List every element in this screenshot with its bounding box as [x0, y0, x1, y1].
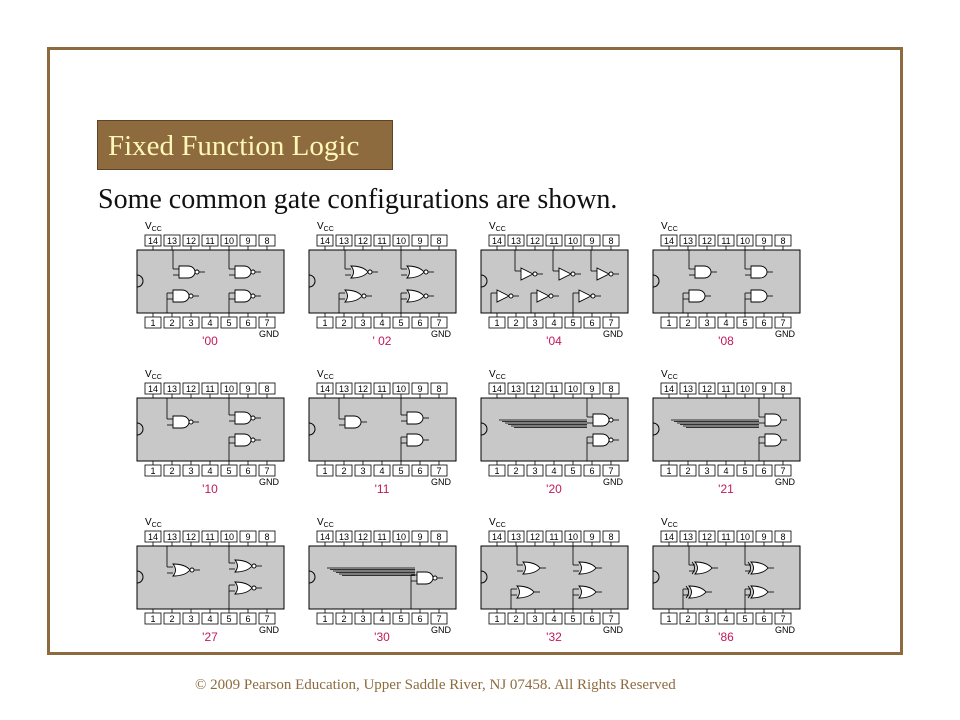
pin-number: 1 [666, 466, 672, 476]
pin-number: 12 [185, 532, 197, 542]
ic-chip-2 [309, 221, 456, 348]
pin-number: 7 [780, 614, 786, 624]
pin-number: 10 [567, 532, 579, 542]
chip-body [653, 398, 800, 461]
ic-chip-4 [653, 221, 800, 348]
pin-number: 11 [549, 384, 559, 394]
pin-number: 10 [739, 236, 751, 246]
pin-number: 13 [682, 384, 694, 394]
pin-number: 5 [570, 614, 576, 624]
pin-number: 14 [663, 236, 675, 246]
logic-gate-icon [407, 434, 423, 446]
pin-number: 6 [245, 614, 251, 624]
pin-number: 8 [608, 532, 614, 542]
part-number-label: '08 [718, 334, 734, 348]
pin-number: 7 [608, 466, 614, 476]
pin-number: 12 [357, 384, 369, 394]
pin-number: 14 [147, 384, 159, 394]
pin-number: 4 [723, 318, 729, 328]
pin-number: 4 [723, 614, 729, 624]
pin-number: 9 [417, 532, 423, 542]
pin-number: 12 [185, 236, 197, 246]
pin-number: 5 [742, 318, 748, 328]
chip-body [481, 398, 628, 461]
pin-number: 1 [322, 614, 328, 624]
pin-number: 2 [341, 318, 347, 328]
pin-number: 13 [166, 532, 178, 542]
pin-number: 9 [589, 532, 595, 542]
pin-number: 12 [185, 384, 197, 394]
pin-number: 8 [436, 532, 442, 542]
pin-number: 5 [742, 466, 748, 476]
pin-number: 12 [529, 236, 541, 246]
pin-number: 1 [494, 466, 500, 476]
vcc-label: $V_{CC}$ [145, 221, 162, 233]
pin-number: 7 [436, 318, 442, 328]
pin-number: 1 [150, 318, 156, 328]
gnd-label: GND [603, 477, 623, 487]
ic-chip-5 [137, 369, 284, 496]
pin-number: 7 [264, 466, 270, 476]
part-number-label: '20 [546, 482, 562, 496]
logic-gate-icon [751, 266, 767, 278]
pin-number: 1 [150, 466, 156, 476]
pin-number: 10 [739, 384, 751, 394]
pin-number: 7 [436, 466, 442, 476]
pin-number: 5 [398, 466, 404, 476]
pin-number: 11 [377, 384, 387, 394]
part-number-label: '04 [546, 334, 562, 348]
gnd-label: GND [603, 329, 623, 339]
pin-number: 3 [188, 318, 194, 328]
pin-number: 8 [608, 236, 614, 246]
gnd-label: GND [431, 329, 451, 339]
ic-chip-1 [137, 221, 284, 348]
pin-number: 4 [551, 614, 557, 624]
pin-number: 7 [608, 614, 614, 624]
pin-number: 4 [379, 466, 385, 476]
vcc-label: $V_{CC}$ [145, 369, 162, 381]
gnd-label: GND [259, 329, 279, 339]
gnd-label: GND [603, 625, 623, 635]
vcc-label: $V_{CC}$ [317, 517, 334, 529]
pin-number: 9 [589, 236, 595, 246]
pin-number: 3 [704, 318, 710, 328]
pin-number: 10 [223, 532, 235, 542]
chip-body [481, 250, 628, 313]
pin-number: 3 [532, 614, 538, 624]
pin-number: 11 [721, 532, 731, 542]
chip-body [137, 546, 284, 609]
vcc-label: $V_{CC}$ [317, 369, 334, 381]
pin-number: 8 [264, 236, 270, 246]
pin-number: 2 [341, 466, 347, 476]
gnd-label: GND [431, 625, 451, 635]
gnd-label: GND [431, 477, 451, 487]
pin-number: 8 [264, 384, 270, 394]
pin-number: 12 [357, 532, 369, 542]
pin-number: 3 [360, 318, 366, 328]
gnd-label: GND [775, 329, 795, 339]
pin-number: 3 [360, 466, 366, 476]
ic-chip-7 [481, 369, 628, 496]
logic-gate-icon [765, 434, 781, 446]
pin-number: 11 [377, 532, 387, 542]
pin-number: 3 [188, 466, 194, 476]
pin-number: 14 [663, 384, 675, 394]
chip-body [309, 250, 456, 313]
pin-number: 14 [319, 532, 331, 542]
pin-number: 9 [761, 236, 767, 246]
pin-number: 7 [780, 318, 786, 328]
pin-number: 9 [761, 384, 767, 394]
vcc-label: $V_{CC}$ [317, 221, 334, 233]
pin-number: 7 [264, 318, 270, 328]
part-number-label: '10 [202, 482, 218, 496]
pin-number: 5 [398, 614, 404, 624]
pin-number: 13 [510, 532, 522, 542]
pin-number: 3 [532, 466, 538, 476]
pin-number: 3 [532, 318, 538, 328]
pin-number: 14 [147, 236, 159, 246]
pin-number: 4 [379, 614, 385, 624]
chip-body [653, 250, 800, 313]
pin-number: 5 [570, 318, 576, 328]
part-number-label: ' 02 [372, 334, 392, 348]
pin-number: 10 [567, 236, 579, 246]
part-number-label: '00 [202, 334, 218, 348]
pin-number: 6 [589, 614, 595, 624]
gnd-label: GND [259, 625, 279, 635]
chip-body [481, 546, 628, 609]
pin-number: 5 [226, 614, 232, 624]
pin-number: 11 [377, 236, 387, 246]
pin-number: 3 [188, 614, 194, 624]
pin-number: 13 [682, 236, 694, 246]
pin-number: 13 [510, 236, 522, 246]
pin-number: 13 [166, 384, 178, 394]
pin-number: 8 [780, 384, 786, 394]
pin-number: 12 [701, 532, 713, 542]
pin-number: 2 [513, 318, 519, 328]
gnd-label: GND [775, 477, 795, 487]
pin-number: 7 [436, 614, 442, 624]
pin-number: 11 [205, 236, 215, 246]
pin-number: 9 [245, 384, 251, 394]
pin-number: 6 [589, 466, 595, 476]
part-number-label: '27 [202, 630, 218, 644]
pin-number: 9 [245, 236, 251, 246]
vcc-label: $V_{CC}$ [489, 517, 506, 529]
pin-number: 14 [147, 532, 159, 542]
pin-number: 14 [491, 384, 503, 394]
chip-body [309, 398, 456, 461]
pin-number: 1 [150, 614, 156, 624]
ic-chip-9 [137, 517, 284, 644]
pin-number: 6 [761, 466, 767, 476]
pin-number: 7 [608, 318, 614, 328]
pin-number: 14 [663, 532, 675, 542]
pin-number: 2 [513, 466, 519, 476]
pin-number: 11 [549, 532, 559, 542]
pin-number: 13 [338, 384, 350, 394]
pin-number: 14 [319, 236, 331, 246]
pin-number: 11 [205, 384, 215, 394]
pin-number: 1 [322, 318, 328, 328]
logic-gate-icon [751, 290, 767, 302]
pin-number: 2 [169, 466, 175, 476]
pin-number: 6 [589, 318, 595, 328]
pin-number: 11 [721, 236, 731, 246]
pin-number: 10 [223, 384, 235, 394]
vcc-label: $V_{CC}$ [145, 517, 162, 529]
logic-gate-icon [695, 266, 711, 278]
pin-number: 6 [417, 318, 423, 328]
pin-number: 13 [510, 384, 522, 394]
vcc-label: $V_{CC}$ [661, 221, 678, 233]
ic-chip-12 [653, 517, 800, 644]
pin-number: 6 [761, 614, 767, 624]
pin-number: 12 [529, 384, 541, 394]
pin-number: 14 [319, 384, 331, 394]
pin-number: 1 [494, 614, 500, 624]
vcc-label: $V_{CC}$ [661, 369, 678, 381]
pin-number: 2 [513, 614, 519, 624]
pin-number: 8 [608, 384, 614, 394]
pin-number: 5 [742, 614, 748, 624]
pin-number: 10 [395, 384, 407, 394]
pin-number: 8 [436, 384, 442, 394]
pin-number: 6 [417, 614, 423, 624]
logic-gate-icon [765, 414, 781, 426]
pin-number: 1 [666, 318, 672, 328]
pin-number: 12 [701, 384, 713, 394]
pin-number: 9 [245, 532, 251, 542]
chip-body [137, 398, 284, 461]
pin-number: 10 [395, 532, 407, 542]
pin-number: 7 [264, 614, 270, 624]
pin-number: 10 [739, 532, 751, 542]
ic-chip-10 [309, 517, 456, 644]
pin-number: 14 [491, 236, 503, 246]
pin-number: 8 [264, 532, 270, 542]
pin-number: 2 [685, 318, 691, 328]
pin-number: 5 [570, 466, 576, 476]
pin-number: 6 [761, 318, 767, 328]
pin-number: 13 [682, 532, 694, 542]
pin-number: 14 [491, 532, 503, 542]
pin-number: 6 [245, 466, 251, 476]
pin-number: 12 [357, 236, 369, 246]
chip-body [653, 546, 800, 609]
part-number-label: '32 [546, 630, 562, 644]
pin-number: 5 [398, 318, 404, 328]
pin-number: 11 [721, 384, 731, 394]
pin-number: 1 [666, 614, 672, 624]
pin-number: 3 [704, 466, 710, 476]
pin-number: 12 [529, 532, 541, 542]
pin-number: 11 [549, 236, 559, 246]
pin-number: 6 [417, 466, 423, 476]
vcc-label: $V_{CC}$ [489, 221, 506, 233]
pin-number: 9 [589, 384, 595, 394]
vcc-label: $V_{CC}$ [661, 517, 678, 529]
chip-body [137, 250, 284, 313]
pin-number: 9 [417, 236, 423, 246]
pin-number: 13 [338, 236, 350, 246]
pin-number: 3 [704, 614, 710, 624]
pin-number: 4 [551, 318, 557, 328]
pin-number: 8 [780, 532, 786, 542]
pin-number: 4 [207, 466, 213, 476]
pin-number: 7 [780, 466, 786, 476]
pin-number: 8 [436, 236, 442, 246]
pin-number: 2 [685, 466, 691, 476]
pin-number: 2 [685, 614, 691, 624]
part-number-label: '21 [718, 482, 734, 496]
ic-chip-6 [309, 369, 456, 496]
pin-number: 1 [494, 318, 500, 328]
pin-number: 1 [322, 466, 328, 476]
pin-number: 8 [780, 236, 786, 246]
vcc-label: $V_{CC}$ [489, 369, 506, 381]
pin-number: 12 [701, 236, 713, 246]
gnd-label: GND [775, 625, 795, 635]
pin-number: 3 [360, 614, 366, 624]
pin-number: 4 [723, 466, 729, 476]
pin-number: 10 [395, 236, 407, 246]
gnd-label: GND [259, 477, 279, 487]
pin-number: 5 [226, 318, 232, 328]
pin-number: 9 [761, 532, 767, 542]
logic-gate-icon [689, 290, 705, 302]
ic-chip-3 [481, 221, 628, 348]
pin-number: 4 [207, 318, 213, 328]
logic-gate-icon [345, 416, 361, 428]
pin-number: 9 [417, 384, 423, 394]
part-number-label: '86 [718, 630, 734, 644]
pin-number: 6 [245, 318, 251, 328]
pin-number: 2 [169, 318, 175, 328]
pin-number: 13 [338, 532, 350, 542]
part-number-label: '11 [374, 482, 390, 496]
copyright-notice: © 2009 Pearson Education, Upper Saddle River, NJ 07458. All Rights Reserved [195, 677, 676, 693]
pin-number: 2 [169, 614, 175, 624]
pin-number: 10 [567, 384, 579, 394]
part-number-label: '30 [374, 630, 390, 644]
pin-number: 4 [207, 614, 213, 624]
pin-number: 4 [379, 318, 385, 328]
pin-number: 10 [223, 236, 235, 246]
slide-title: Fixed Function Logic [97, 120, 393, 170]
pin-number: 11 [205, 532, 215, 542]
slide-subtitle: Some common gate configurations are shown. [98, 184, 618, 215]
ic-chip-11 [481, 517, 628, 644]
logic-gate-icon [407, 412, 423, 424]
pin-number: 5 [226, 466, 232, 476]
ic-chip-8 [653, 369, 800, 496]
pin-number: 2 [341, 614, 347, 624]
pin-number: 13 [166, 236, 178, 246]
pin-number: 4 [551, 466, 557, 476]
